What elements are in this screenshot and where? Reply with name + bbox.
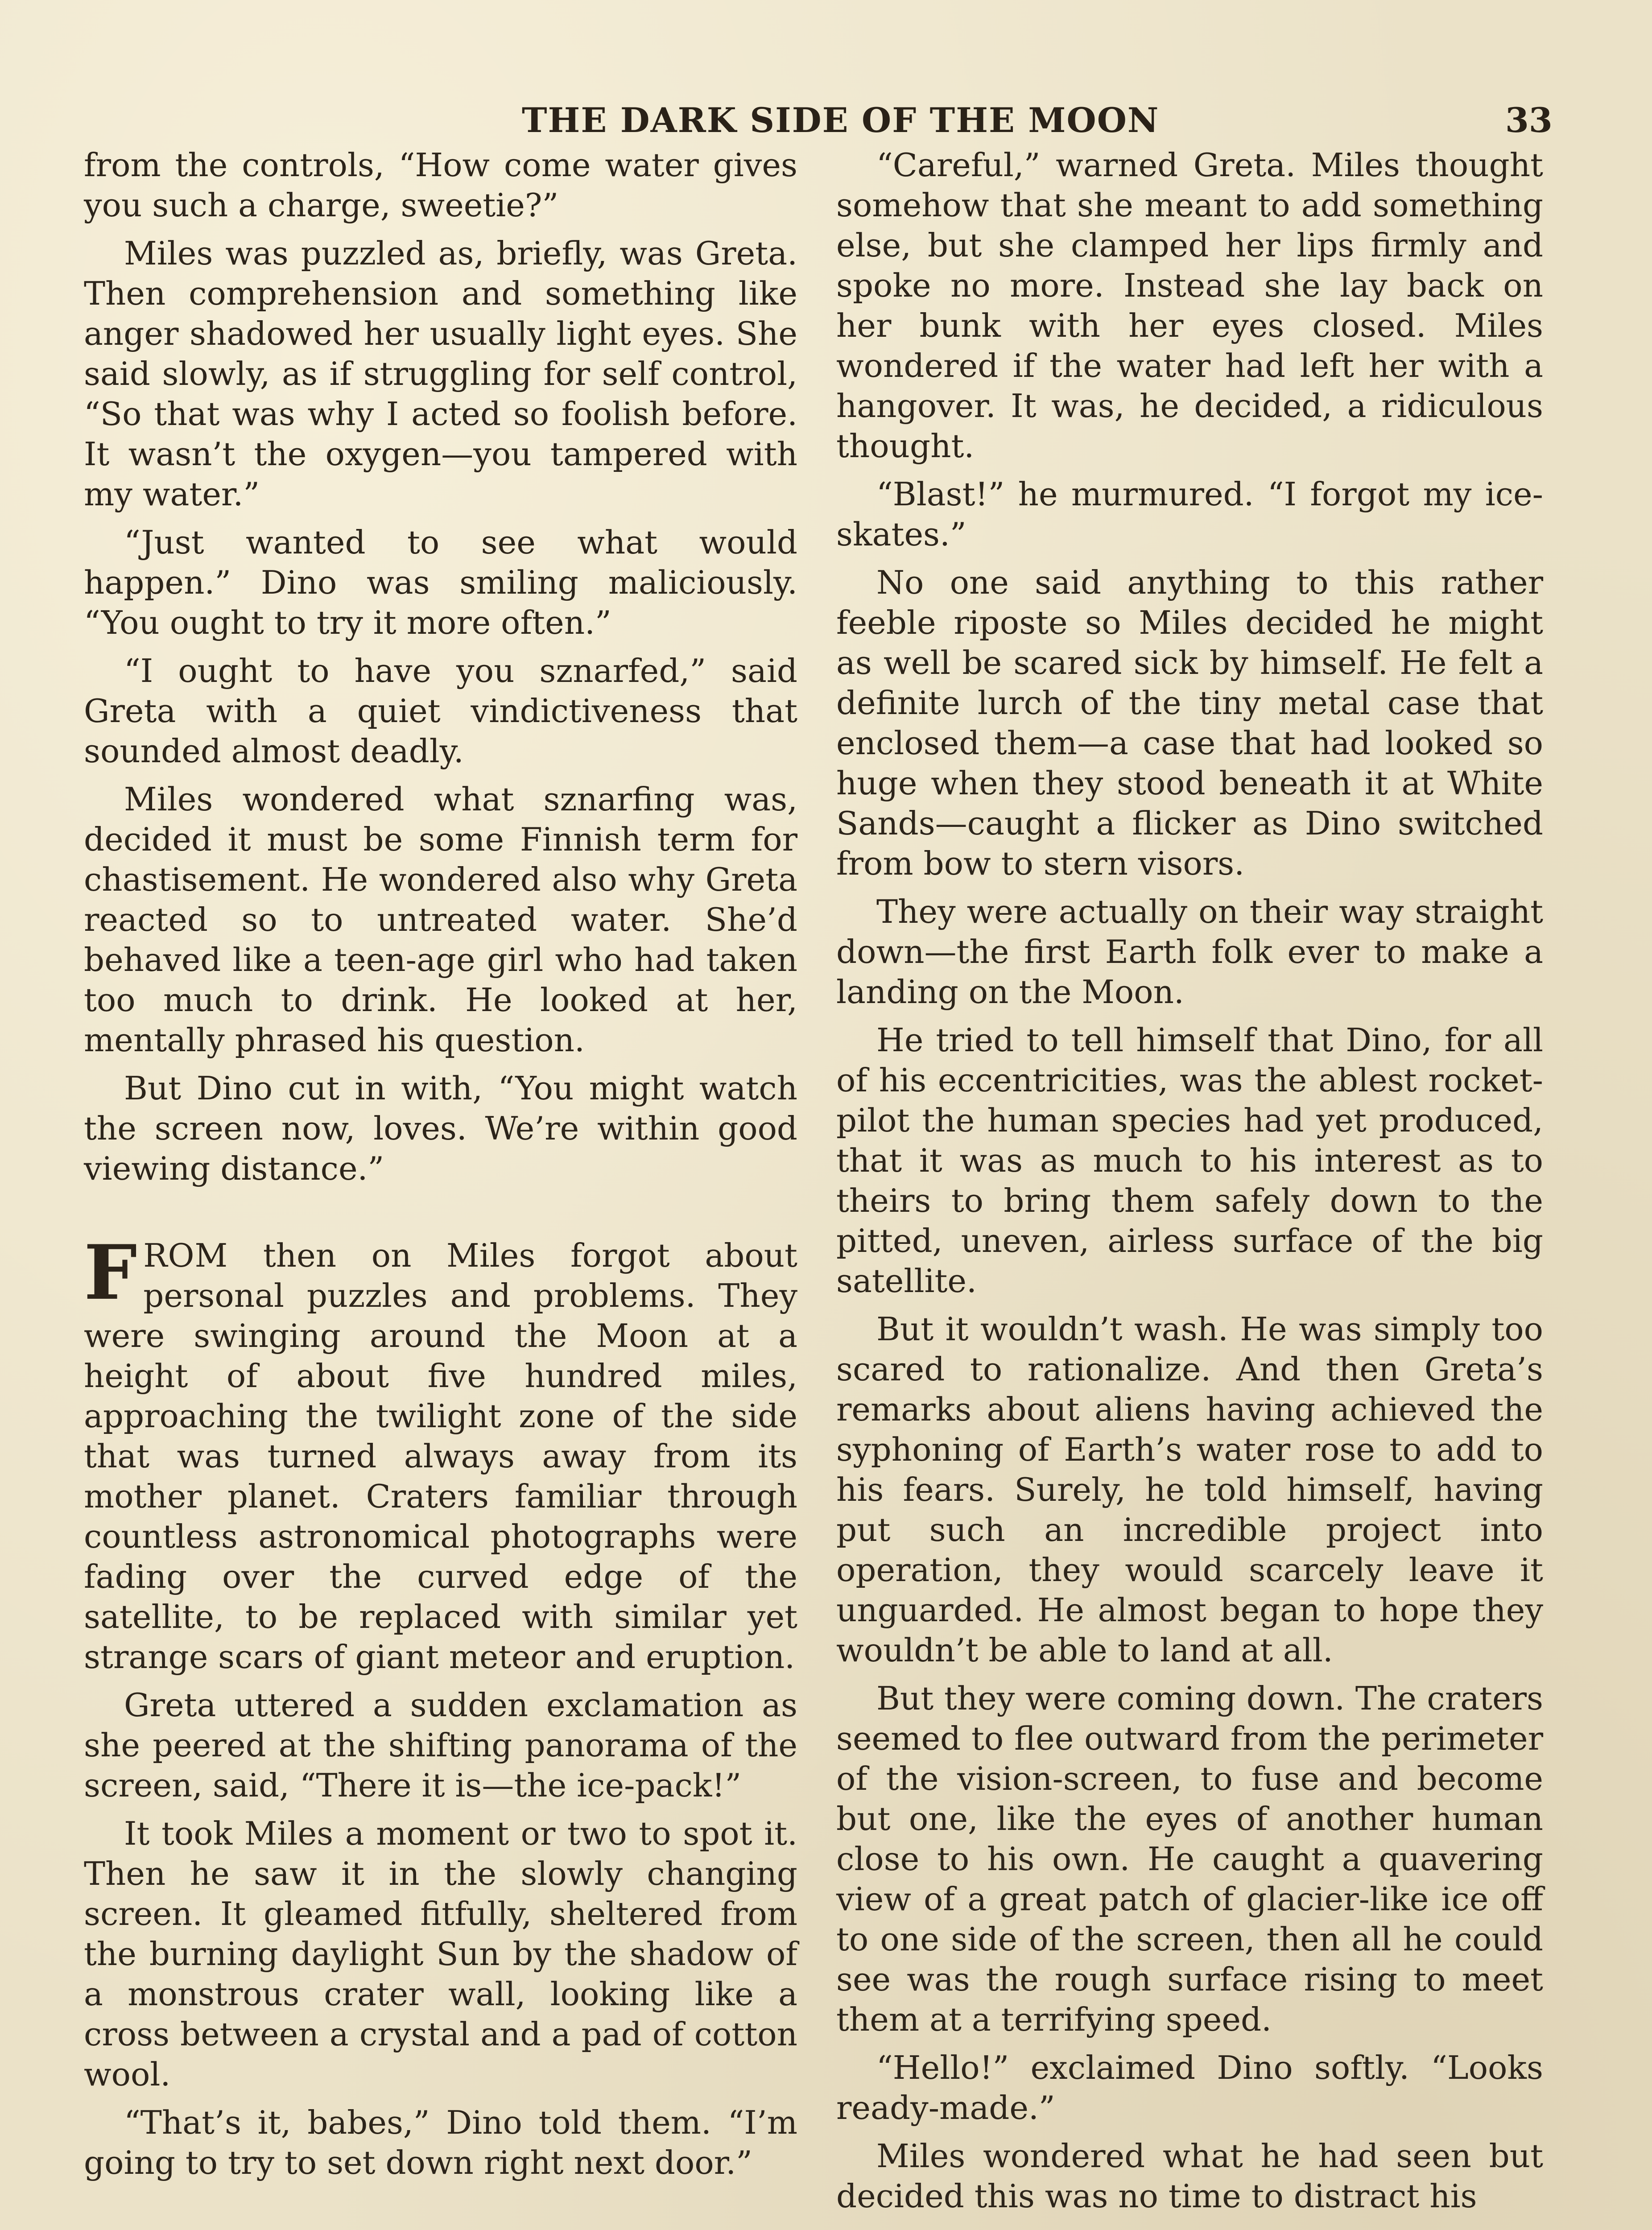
paragraph: Miles wondered what he had seen but decided this was no time to distract his (836, 2137, 1543, 2215)
paragraph: They were actually on their way straight down—the first Earth folk ever to make a landing on the Moon. (836, 893, 1543, 1011)
paragraph: He tried to tell himself that Dino, for all of his eccentricities, was the ablest rocket-pilot the human species had yet produced, that it was as much to his interest as to theirs to bring them safely down to the pitted, uneven, airless surface of the big satellite. (836, 1021, 1543, 1300)
paragraph: “Careful,” warned Greta. Miles thought somehow that she meant to add something else, but she clamped her lips firmly and spoke no more. Instead she lay back on her bunk with her eyes closed. Miles wondered if the water had left her with a hangover. It was, he decided, a ridiculous thought. (836, 146, 1543, 465)
paragraph: “Hello!” exclaimed Dino softly. “Looks ready-made.” (836, 2049, 1543, 2127)
paragraph-text: then on Miles forgot about personal puzzles and problems. They were swinging around the Moon at a height of about five hundred miles, approaching the twilight zone of the side that was turned always away from its mother planet. Craters familiar through countless astronomical photographs were fading over the curved edge of the satellite, to be replaced with similar yet strange scars of giant meteor and eruption. (84, 1237, 797, 1676)
paragraph: But they were coming down. The craters seemed to flee outward from the perimeter of the vision-screen, to fuse and become but one, like the eyes of another human close to his own. He caught a quavering view of a great patch of glacier-like ice off to one side of the screen, then all he could see was the rough surface rising to meet them at a terrifying speed. (836, 1680, 1543, 2038)
page-number: 33 (1505, 100, 1553, 140)
drop-cap: F (84, 1228, 137, 1317)
paragraph: from the controls, “How come water gives you such a charge, sweetie?” (84, 146, 797, 224)
running-title: THE DARK SIDE OF THE MOON (522, 100, 1160, 140)
paragraph: But Dino cut in with, “You might watch the screen now, loves. We’re within good viewing distance.” (84, 1070, 797, 1187)
section-opening-paragraph (84, 1228, 797, 1677)
paragraph: Miles wondered what sznarfing was, decided it must be some Finnish term for chastisement. He wondered also why Greta reacted so to untreated water. She’d behaved like a teen-age girl who had taken too much to drink. He looked at her, mentally phrased his question. (84, 780, 797, 1059)
paragraph: No one said anything to this rather feeble riposte so Miles decided he might as well be scared sick by himself. He felt a definite lurch of the tiny metal case that enclosed them—a case that had looked so huge when they stood beneath it at White Sands—caught a flicker as Dino switched from bow to stern visors. (836, 564, 1543, 882)
paragraph: “That’s it, babes,” Dino told them. “I’m going to try to set down right next door.” (84, 2104, 797, 2181)
paragraph: “Blast!” he murmured. “I forgot my ice-skates.” (836, 475, 1543, 553)
paragraph: But it wouldn’t wash. He was simply too scared to rationalize. And then Greta’s remarks about aliens having achieved the syphoning of Earth’s water rose to add to his fears. Surely, he told himself, having put such an incredible project into operation, they would scarcely leave it unguarded. He almost began to hope they wouldn’t be able to land at all. (836, 1310, 1543, 1669)
right-column (836, 145, 1543, 2224)
left-column (84, 145, 797, 2191)
paragraph: It took Miles a moment or two to spot it. Then he saw it in the slowly changing screen. It gleamed fitfully, sheltered from the burning daylight Sun by the shadow of a monstrous crater wall, looking like a cross between a crystal and a pad of cotton wool. (84, 1815, 797, 2093)
paragraph: Miles was puzzled as, briefly, was Greta. Then comprehension and something like anger shadowed her usually light eyes. She said slowly, as if struggling for self control, “So that was why I acted so foolish before. It wasn’t the oxygen—you tampered with my water.” (84, 235, 797, 513)
paragraph: “I ought to have you sznarfed,” said Greta with a quiet vindictiveness that sounded almost deadly. (84, 652, 797, 770)
paragraph: Greta uttered a sudden exclamation as she peered at the shifting panorama of the screen, said, “There it is—the ice-pack!” (84, 1686, 797, 1804)
paragraph: “Just wanted to see what would happen.” Dino was smiling maliciously. “You ought to try it more often.” (84, 524, 797, 641)
small-caps-lead: ROM (143, 1237, 228, 1274)
